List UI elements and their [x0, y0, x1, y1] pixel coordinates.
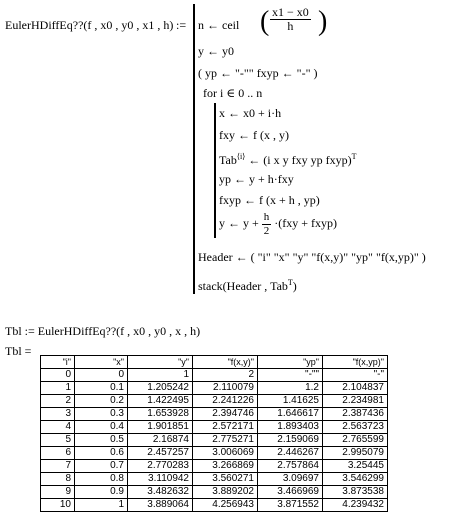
stack-line [198, 276, 297, 293]
stack-transpose: T [287, 278, 293, 287]
table-cell: 3 [41, 408, 75, 421]
table-cell: 1.2 [258, 382, 323, 395]
table-cell: 0.4 [75, 421, 128, 434]
table-row [41, 382, 388, 395]
table-cell: 2.104837 [323, 382, 388, 395]
y-init-line: y ← y0 [198, 44, 234, 58]
table-cell: 0.6 [75, 447, 128, 460]
table-cell: 2.241226 [193, 395, 258, 408]
table-cell: 4 [41, 421, 75, 434]
table-cell: 2.446267 [258, 447, 323, 460]
table-cell: 2.159069 [258, 434, 323, 447]
fraction-numerator: x1 − x0 [272, 5, 309, 19]
table-cell: 0 [41, 369, 75, 382]
tab-column-superscript: ⟨i⟩ [236, 152, 246, 161]
tab-rhs: ← (i x y fxy yp fxyp) [248, 153, 352, 167]
table-header-cell: "f(x,yp)" [323, 356, 388, 369]
table-cell: 2.765599 [323, 434, 388, 447]
table-cell: 1.901851 [128, 421, 193, 434]
ceil-func: ceil [222, 18, 240, 32]
program-bar-inner [214, 103, 216, 238]
table-cell: 2 [41, 395, 75, 408]
y-update-numerator: h [263, 210, 270, 223]
ceil-open-paren: ( [260, 6, 270, 37]
x-assign-line: x ← x0 + i·h [219, 106, 282, 120]
y-update-denominator: 2 [263, 224, 270, 237]
table-cell: 2.16874 [128, 434, 193, 447]
table-cell: 3.25445 [323, 460, 388, 473]
table-header-cell: "f(x,y)" [193, 356, 258, 369]
y-update-rhs: ·(fxy + fxyp) [274, 216, 338, 230]
table-cell: 3.110942 [128, 473, 193, 486]
tbl-equals: Tbl = [5, 344, 32, 358]
table-cell: 1.422495 [128, 395, 193, 408]
table-cell: 2.770283 [128, 460, 193, 473]
table-cell: 1 [75, 499, 128, 512]
table-cell: 3.006069 [193, 447, 258, 460]
table-cell: 2.775271 [193, 434, 258, 447]
table-cell: 9 [41, 486, 75, 499]
table-cell: 3.889064 [128, 499, 193, 512]
table-row [41, 408, 388, 421]
n-lhs: n ← [198, 18, 219, 32]
table-cell: 1.893403 [258, 421, 323, 434]
table-cell: 0.7 [75, 460, 128, 473]
for-line: for i ∈ 0 .. n [203, 86, 263, 100]
stack-call: stack(Header , Tab [198, 279, 288, 293]
fxyp-assign-line: fxyp ← f (x + h , yp) [219, 193, 320, 207]
table-cell: 2.234981 [323, 395, 388, 408]
yp-init-line: ( yp ← "-"" fxyp ← "-" ) [198, 66, 318, 80]
table-cell: 2.757864 [258, 460, 323, 473]
table-cell: 3.889202 [193, 486, 258, 499]
table-cell: 7 [41, 460, 75, 473]
table-cell: 1.41625 [258, 395, 323, 408]
table-cell: 1 [41, 382, 75, 395]
fxy-assign-line: fxy ← f (x , y) [219, 128, 289, 142]
table-cell: 0.2 [75, 395, 128, 408]
table-cell: 10 [41, 499, 75, 512]
table-cell: 3.266869 [193, 460, 258, 473]
tab-assign-line [219, 150, 357, 167]
table-cell: 3.560271 [193, 473, 258, 486]
ceil-fraction [270, 6, 311, 33]
table-row [41, 434, 388, 447]
table-cell: 2.110079 [193, 382, 258, 395]
table-header-cell: "x" [75, 356, 128, 369]
table-cell: 1 [128, 369, 193, 382]
table-cell: 4.239432 [323, 499, 388, 512]
table-cell: 0.9 [75, 486, 128, 499]
table-cell: 3.09697 [258, 473, 323, 486]
table-cell: 0.8 [75, 473, 128, 486]
tbl-definition: Tbl := EulerHDiffEq??(f , x0 , y0 , x , h) [5, 324, 201, 338]
table-row [41, 369, 388, 382]
table-cell: 0.5 [75, 434, 128, 447]
function-signature: EulerHDiffEq??(f , x0 , y0 , x1 , h) [5, 18, 174, 32]
table-cell: 2.387436 [323, 408, 388, 421]
table-cell: 3.873538 [323, 486, 388, 499]
table-cell: 0 [75, 369, 128, 382]
table-cell: 3.482632 [128, 486, 193, 499]
table-row [41, 421, 388, 434]
table-cell: 1.653928 [128, 408, 193, 421]
table-row [41, 460, 388, 473]
table-cell: 2 [193, 369, 258, 382]
table-cell: 2.563723 [323, 421, 388, 434]
table-cell: 1.646617 [258, 408, 323, 421]
assign-operator: := [176, 18, 187, 32]
table-cell: 3.871552 [258, 499, 323, 512]
table-cell: "-" [323, 369, 388, 382]
header-assign-line: Header ← ( "i" "x" "y" "f(x,y)" "yp" "f(x,yp)" ) [198, 250, 426, 264]
table-cell: "-"" [258, 369, 323, 382]
n-assign-line [198, 18, 239, 32]
y-update-line [219, 210, 337, 238]
table-cell: 0.3 [75, 408, 128, 421]
table-cell: 8 [41, 473, 75, 486]
table-cell: 0.1 [75, 382, 128, 395]
yp-assign-line: yp ← y + h·fxy [219, 172, 294, 186]
stack-close: ) [292, 279, 297, 293]
table-row [41, 486, 388, 499]
table-cell: 2.457257 [128, 447, 193, 460]
y-update-lhs: y ← y + [219, 216, 259, 230]
ceil-close-paren: ) [318, 6, 328, 37]
table-cell: 2.394746 [193, 408, 258, 421]
table-row [41, 499, 388, 512]
table-cell: 1.205242 [128, 382, 193, 395]
table-row [41, 473, 388, 486]
table-cell: 6 [41, 447, 75, 460]
tab-lhs: Tab [219, 153, 237, 167]
table-row [41, 395, 388, 408]
table-cell: 2.995079 [323, 447, 388, 460]
program-bar-outer [193, 4, 195, 294]
table-cell: 4.256943 [193, 499, 258, 512]
table-header-cell: "yp" [258, 356, 323, 369]
result-table[interactable] [40, 355, 388, 512]
table-cell: 3.466969 [258, 486, 323, 499]
table-cell: 3.546299 [323, 473, 388, 486]
tab-transpose: T [351, 152, 357, 161]
fraction-denominator: h [287, 19, 294, 33]
table-row [41, 447, 388, 460]
table-cell: 5 [41, 434, 75, 447]
table-header-cell: "y" [128, 356, 193, 369]
table-cell: 2.572171 [193, 421, 258, 434]
table-header-cell: "i" [41, 356, 75, 369]
table-header-row [41, 356, 388, 369]
